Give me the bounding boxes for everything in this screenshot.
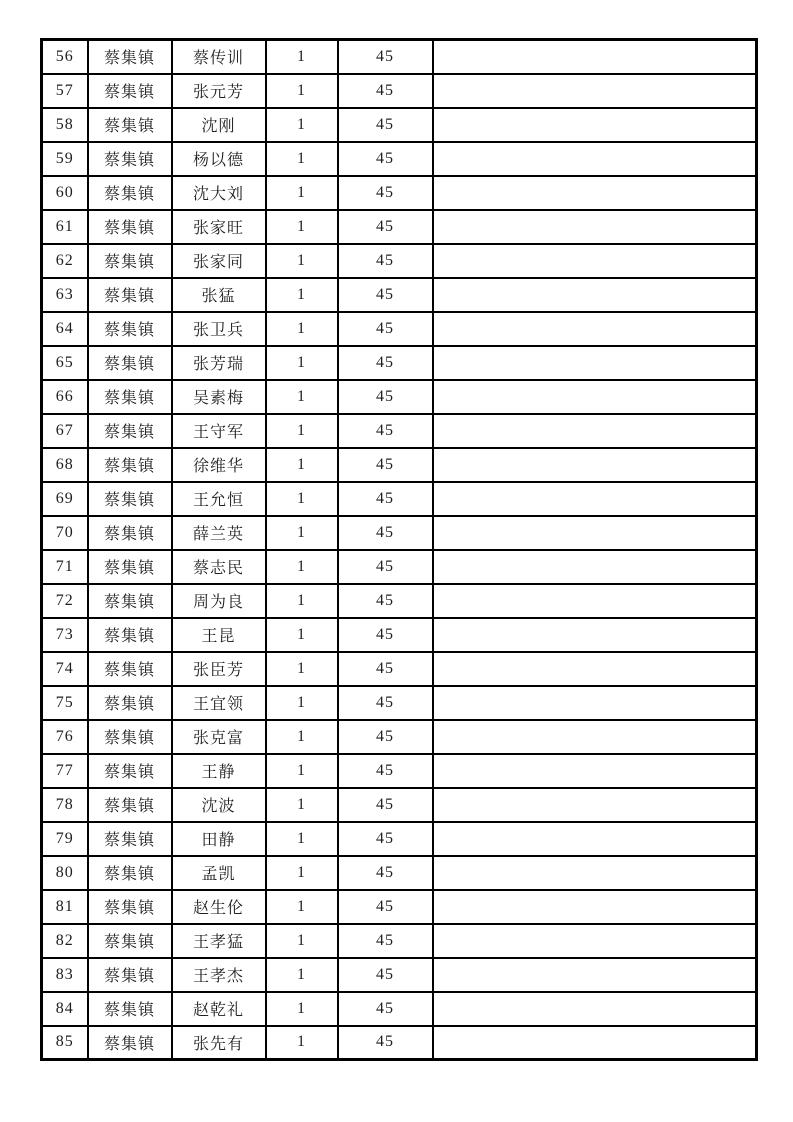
town-cell: 蔡集镇 — [88, 550, 172, 584]
town-cell: 蔡集镇 — [88, 74, 172, 108]
roster-table — [40, 38, 758, 1061]
remark-cell — [433, 414, 757, 448]
table-row — [42, 992, 757, 1026]
name-cell: 张先有 — [172, 1026, 266, 1060]
amount-cell: 45 — [338, 516, 433, 550]
table-row — [42, 210, 757, 244]
table-row — [42, 346, 757, 380]
count-cell: 1 — [266, 74, 338, 108]
town-cell: 蔡集镇 — [88, 856, 172, 890]
table-row — [42, 108, 757, 142]
row-index-cell: 58 — [42, 108, 88, 142]
row-index-cell: 62 — [42, 244, 88, 278]
name-cell: 赵乾礼 — [172, 992, 266, 1026]
row-index-cell: 69 — [42, 482, 88, 516]
count-cell: 1 — [266, 924, 338, 958]
remark-cell — [433, 686, 757, 720]
count-cell: 1 — [266, 176, 338, 210]
count-cell: 1 — [266, 210, 338, 244]
name-cell: 孟凯 — [172, 856, 266, 890]
count-cell: 1 — [266, 40, 338, 74]
name-cell: 王昆 — [172, 618, 266, 652]
name-cell: 沈波 — [172, 788, 266, 822]
table-row — [42, 176, 757, 210]
count-cell: 1 — [266, 482, 338, 516]
name-cell: 张家旺 — [172, 210, 266, 244]
table-row — [42, 244, 757, 278]
name-cell: 王守军 — [172, 414, 266, 448]
remark-cell — [433, 482, 757, 516]
remark-cell — [433, 244, 757, 278]
amount-cell: 45 — [338, 1026, 433, 1060]
amount-cell: 45 — [338, 550, 433, 584]
remark-cell — [433, 924, 757, 958]
name-cell: 薛兰英 — [172, 516, 266, 550]
remark-cell — [433, 1026, 757, 1060]
remark-cell — [433, 652, 757, 686]
amount-cell: 45 — [338, 312, 433, 346]
amount-cell: 45 — [338, 822, 433, 856]
count-cell: 1 — [266, 958, 338, 992]
town-cell: 蔡集镇 — [88, 618, 172, 652]
amount-cell: 45 — [338, 992, 433, 1026]
amount-cell: 45 — [338, 244, 433, 278]
town-cell: 蔡集镇 — [88, 890, 172, 924]
name-cell: 沈刚 — [172, 108, 266, 142]
count-cell: 1 — [266, 856, 338, 890]
count-cell: 1 — [266, 448, 338, 482]
table-row — [42, 312, 757, 346]
count-cell: 1 — [266, 890, 338, 924]
town-cell: 蔡集镇 — [88, 652, 172, 686]
amount-cell: 45 — [338, 448, 433, 482]
remark-cell — [433, 720, 757, 754]
amount-cell: 45 — [338, 346, 433, 380]
count-cell: 1 — [266, 312, 338, 346]
town-cell: 蔡集镇 — [88, 958, 172, 992]
remark-cell — [433, 142, 757, 176]
name-cell: 周为良 — [172, 584, 266, 618]
amount-cell: 45 — [338, 74, 433, 108]
row-index-cell: 61 — [42, 210, 88, 244]
remark-cell — [433, 856, 757, 890]
table-row — [42, 618, 757, 652]
amount-cell: 45 — [338, 890, 433, 924]
table-row — [42, 652, 757, 686]
town-cell: 蔡集镇 — [88, 210, 172, 244]
name-cell: 张克富 — [172, 720, 266, 754]
town-cell: 蔡集镇 — [88, 1026, 172, 1060]
row-index-cell: 75 — [42, 686, 88, 720]
amount-cell: 45 — [338, 210, 433, 244]
table-row — [42, 822, 757, 856]
town-cell: 蔡集镇 — [88, 822, 172, 856]
name-cell: 吴素梅 — [172, 380, 266, 414]
town-cell: 蔡集镇 — [88, 244, 172, 278]
count-cell: 1 — [266, 652, 338, 686]
town-cell: 蔡集镇 — [88, 754, 172, 788]
name-cell: 王允恒 — [172, 482, 266, 516]
row-index-cell: 59 — [42, 142, 88, 176]
remark-cell — [433, 312, 757, 346]
count-cell: 1 — [266, 516, 338, 550]
name-cell: 张芳瑞 — [172, 346, 266, 380]
town-cell: 蔡集镇 — [88, 516, 172, 550]
remark-cell — [433, 992, 757, 1026]
table-row — [42, 74, 757, 108]
row-index-cell: 79 — [42, 822, 88, 856]
row-index-cell: 73 — [42, 618, 88, 652]
name-cell: 蔡传训 — [172, 40, 266, 74]
remark-cell — [433, 890, 757, 924]
table-row — [42, 414, 757, 448]
table-row — [42, 890, 757, 924]
table-row — [42, 40, 757, 74]
count-cell: 1 — [266, 822, 338, 856]
table-row — [42, 516, 757, 550]
row-index-cell: 60 — [42, 176, 88, 210]
row-index-cell: 66 — [42, 380, 88, 414]
town-cell: 蔡集镇 — [88, 584, 172, 618]
amount-cell: 45 — [338, 482, 433, 516]
row-index-cell: 72 — [42, 584, 88, 618]
remark-cell — [433, 346, 757, 380]
name-cell: 张猛 — [172, 278, 266, 312]
name-cell: 张家同 — [172, 244, 266, 278]
name-cell: 张元芳 — [172, 74, 266, 108]
amount-cell: 45 — [338, 278, 433, 312]
remark-cell — [433, 550, 757, 584]
row-index-cell: 80 — [42, 856, 88, 890]
table-row — [42, 754, 757, 788]
amount-cell: 45 — [338, 652, 433, 686]
table-row — [42, 788, 757, 822]
name-cell: 赵生伦 — [172, 890, 266, 924]
remark-cell — [433, 40, 757, 74]
town-cell: 蔡集镇 — [88, 448, 172, 482]
amount-cell: 45 — [338, 924, 433, 958]
table-row — [42, 584, 757, 618]
row-index-cell: 83 — [42, 958, 88, 992]
amount-cell: 45 — [338, 788, 433, 822]
remark-cell — [433, 516, 757, 550]
amount-cell: 45 — [338, 176, 433, 210]
name-cell: 徐维华 — [172, 448, 266, 482]
remark-cell — [433, 278, 757, 312]
row-index-cell: 81 — [42, 890, 88, 924]
count-cell: 1 — [266, 992, 338, 1026]
amount-cell: 45 — [338, 618, 433, 652]
amount-cell: 45 — [338, 584, 433, 618]
town-cell: 蔡集镇 — [88, 40, 172, 74]
name-cell: 王宜领 — [172, 686, 266, 720]
table-row — [42, 142, 757, 176]
row-index-cell: 68 — [42, 448, 88, 482]
amount-cell: 45 — [338, 958, 433, 992]
row-index-cell: 57 — [42, 74, 88, 108]
row-index-cell: 67 — [42, 414, 88, 448]
table-row — [42, 448, 757, 482]
amount-cell: 45 — [338, 720, 433, 754]
count-cell: 1 — [266, 414, 338, 448]
amount-cell: 45 — [338, 108, 433, 142]
row-index-cell: 78 — [42, 788, 88, 822]
count-cell: 1 — [266, 550, 338, 584]
amount-cell: 45 — [338, 414, 433, 448]
name-cell: 张臣芳 — [172, 652, 266, 686]
count-cell: 1 — [266, 1026, 338, 1060]
count-cell: 1 — [266, 754, 338, 788]
table-row — [42, 856, 757, 890]
remark-cell — [433, 618, 757, 652]
remark-cell — [433, 754, 757, 788]
table-row — [42, 380, 757, 414]
amount-cell: 45 — [338, 142, 433, 176]
town-cell: 蔡集镇 — [88, 720, 172, 754]
row-index-cell: 70 — [42, 516, 88, 550]
remark-cell — [433, 958, 757, 992]
remark-cell — [433, 74, 757, 108]
town-cell: 蔡集镇 — [88, 788, 172, 822]
amount-cell: 45 — [338, 754, 433, 788]
count-cell: 1 — [266, 380, 338, 414]
town-cell: 蔡集镇 — [88, 686, 172, 720]
name-cell: 王孝杰 — [172, 958, 266, 992]
town-cell: 蔡集镇 — [88, 108, 172, 142]
amount-cell: 45 — [338, 40, 433, 74]
table-row — [42, 958, 757, 992]
count-cell: 1 — [266, 346, 338, 380]
row-index-cell: 74 — [42, 652, 88, 686]
row-index-cell: 84 — [42, 992, 88, 1026]
count-cell: 1 — [266, 278, 338, 312]
row-index-cell: 64 — [42, 312, 88, 346]
table-row — [42, 278, 757, 312]
town-cell: 蔡集镇 — [88, 992, 172, 1026]
name-cell: 王静 — [172, 754, 266, 788]
town-cell: 蔡集镇 — [88, 176, 172, 210]
town-cell: 蔡集镇 — [88, 346, 172, 380]
town-cell: 蔡集镇 — [88, 142, 172, 176]
count-cell: 1 — [266, 788, 338, 822]
count-cell: 1 — [266, 244, 338, 278]
count-cell: 1 — [266, 686, 338, 720]
town-cell: 蔡集镇 — [88, 278, 172, 312]
row-index-cell: 85 — [42, 1026, 88, 1060]
remark-cell — [433, 788, 757, 822]
table-row — [42, 720, 757, 754]
remark-cell — [433, 176, 757, 210]
name-cell: 蔡志民 — [172, 550, 266, 584]
table-row — [42, 686, 757, 720]
name-cell: 王孝猛 — [172, 924, 266, 958]
count-cell: 1 — [266, 142, 338, 176]
row-index-cell: 76 — [42, 720, 88, 754]
amount-cell: 45 — [338, 686, 433, 720]
amount-cell: 45 — [338, 856, 433, 890]
town-cell: 蔡集镇 — [88, 312, 172, 346]
town-cell: 蔡集镇 — [88, 414, 172, 448]
row-index-cell: 65 — [42, 346, 88, 380]
table-row — [42, 550, 757, 584]
count-cell: 1 — [266, 720, 338, 754]
count-cell: 1 — [266, 618, 338, 652]
count-cell: 1 — [266, 108, 338, 142]
row-index-cell: 82 — [42, 924, 88, 958]
row-index-cell: 56 — [42, 40, 88, 74]
row-index-cell: 71 — [42, 550, 88, 584]
remark-cell — [433, 448, 757, 482]
amount-cell: 45 — [338, 380, 433, 414]
remark-cell — [433, 108, 757, 142]
name-cell: 张卫兵 — [172, 312, 266, 346]
table-body — [42, 40, 757, 1060]
name-cell: 沈大刘 — [172, 176, 266, 210]
row-index-cell: 63 — [42, 278, 88, 312]
table-row — [42, 924, 757, 958]
name-cell: 田静 — [172, 822, 266, 856]
name-cell: 杨以德 — [172, 142, 266, 176]
town-cell: 蔡集镇 — [88, 482, 172, 516]
remark-cell — [433, 822, 757, 856]
remark-cell — [433, 584, 757, 618]
town-cell: 蔡集镇 — [88, 380, 172, 414]
table-row — [42, 482, 757, 516]
count-cell: 1 — [266, 584, 338, 618]
remark-cell — [433, 380, 757, 414]
row-index-cell: 77 — [42, 754, 88, 788]
town-cell: 蔡集镇 — [88, 924, 172, 958]
table-row — [42, 1026, 757, 1060]
remark-cell — [433, 210, 757, 244]
